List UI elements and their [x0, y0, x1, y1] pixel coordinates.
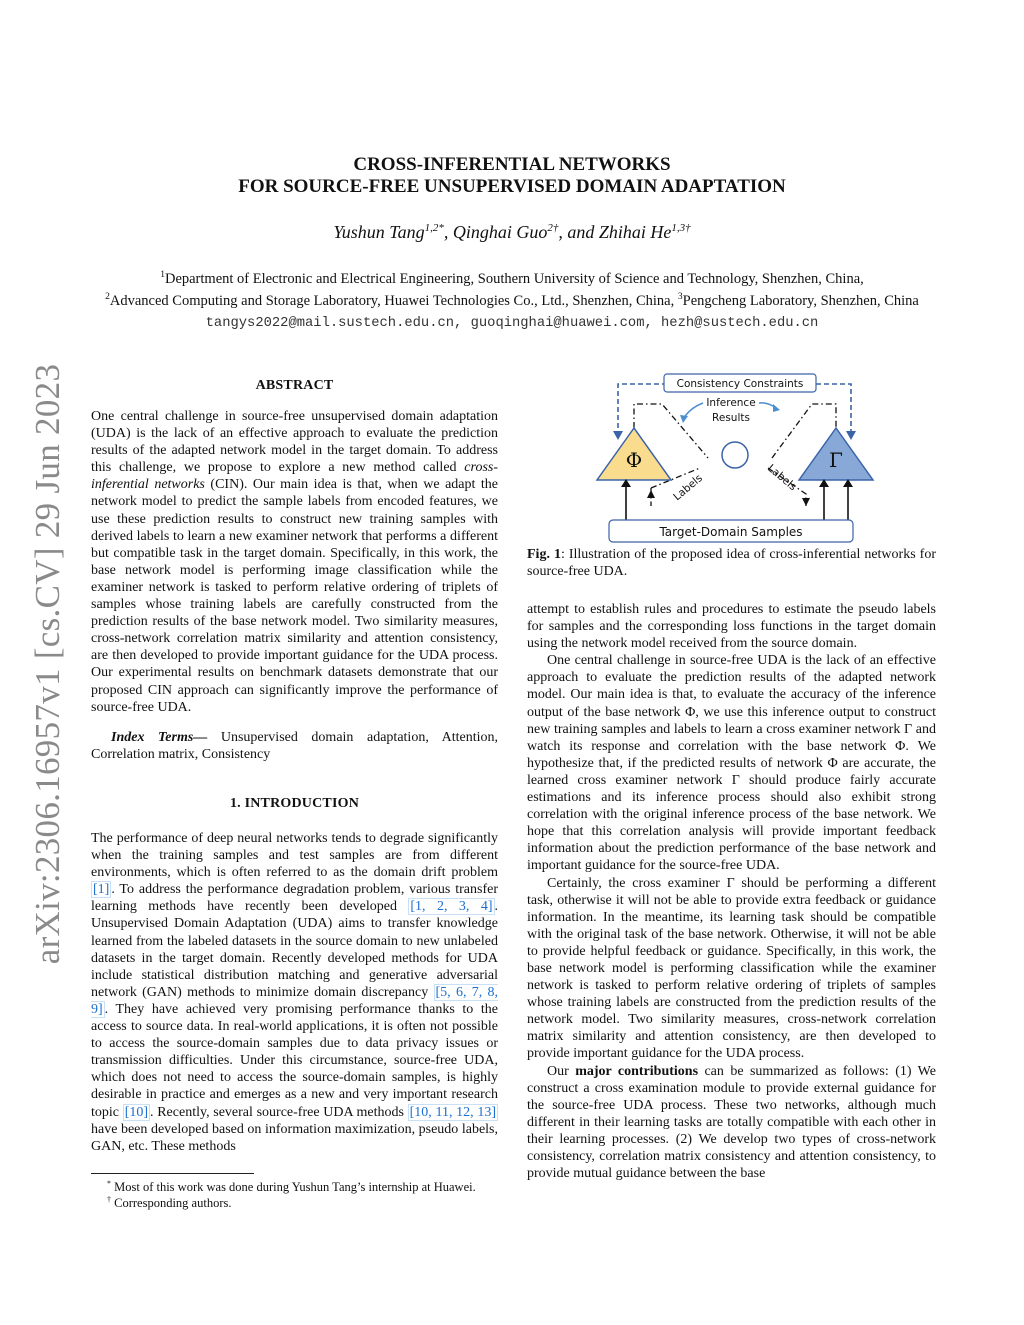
arxiv-stamp: arXiv:2306.16957v1 [cs.CV] 29 Jun 2023	[28, 363, 67, 965]
aff-text: Pengcheng Laboratory, Shenzhen, China	[682, 292, 919, 309]
footnote-1	[91, 1179, 498, 1195]
caption-label: Fig. 1	[527, 547, 561, 562]
paragraph-text: can be summarized as follows: (1) We construct a cross examination module to provide external guidance for the source-free UDA process. These two networks, although much different in their learning tasks are totally compatible with each other in their learning processes. (2) We develop two types of cross-network consistency, correlation matrix consistency and attention consistency, to provide mutual guidance between the base	[527, 1063, 936, 1182]
abstract-text: One central challenge in source-free unsupervised domain adaptation (UDA) is the lack of an effective approach to evaluate the prediction results of the adapted network model in the target domain. To address this challenge, we propose to explore a new method called	[91, 409, 498, 476]
arrowhead	[846, 431, 856, 440]
aff-text: Department of Electronic and Electrical Engineering, Southern University of Science and Technology, Shenzhen, China,	[164, 270, 864, 287]
citation-link[interactable]: [1, 2, 3, 4]	[410, 899, 493, 915]
aff-mark: 3	[677, 292, 683, 302]
right-column-body	[527, 601, 936, 1182]
title-line-1: CROSS-INFERENTIAL NETWORKS	[353, 154, 671, 175]
paragraph-bold: major contributions	[575, 1063, 699, 1079]
abstract-emphasis: cross-inferential networks	[91, 460, 498, 493]
target-samples-label: Target-Domain Samples	[659, 525, 803, 539]
author-name: Qinghai Guo	[452, 222, 548, 242]
intro-text: The performance of deep neural networks tends to degrade significantly when the training samples and test samples are from different environments, which is often referred to as the domain drift problem	[91, 831, 498, 881]
author-emails: tangys2022@mail.sustech.edu.cn, guoqinghai@huawei.com, hezh@sustech.edu.cn	[205, 316, 819, 331]
footnote-2	[91, 1195, 498, 1211]
aff-mark: 1	[160, 270, 165, 280]
citation-link[interactable]: [1]	[93, 882, 110, 898]
abstract-text: (CIN). Our main idea is that, when we adapt the network model to predict the sample labels from encoded features, we use these prediction results to construct new training samples with derived labels to learn a new examiner network that performs a different but compatible task in the target domain. Specifically, in this work, the base network model is performing image classification while the examiner network is tasked to perform relative ordering of triplets of samples whose training labels are carefully constructed from the prediction results of the base network model. Two similarity measures, cross-network correlation matrix similarity and attention consistency, are then developed to provide important guidance for the UDA process. Our experimental results on benchmark datasets demonstrate that our proposed CIN approach can significantly improve the performance of source-free UDA.	[91, 477, 499, 715]
intro-text: . To address the performance degradation problem, various transfer learning methods have recently been developed	[91, 882, 498, 915]
paragraph: One central challenge in source-free UDA is the lack of an effective approach to evaluate the prediction results of the adapted network model. Our main idea is that, to evaluate the accuracy of the inference output of the base network Φ, we use this inference output to construct new training samples and labels to learn a cross examiner network Γ and watch its response and correlation with the base network Φ. We hypothesize that, if the predicted results of network Φ are accurate, the learned cross examiner network Γ should produce fairly accurate estimations and its inference process should also exhibit strong correlation with the original inference process of the base network. We hope that this correlation analysis will provide important feedback information about the prediction performance of the base network and important guidance for the source-free UDA.	[527, 653, 936, 874]
intro-text: have been developed based on information maximization, pseudo labels, GAN, etc. These methods	[91, 1121, 498, 1154]
pointer-arrow	[684, 403, 703, 418]
intro-text: . They have achieved very promising performance thanks to the access to source data. In real-world applications, it is often not possible to access the source-domain samples due to data privacy issues or transmission difficulties. Under this circumstance, source-free UDA, which does not need to access the source-domain samples, is highly desirable in practice and emerges as a new and very important research topic	[91, 1001, 498, 1120]
figure-caption	[527, 546, 936, 580]
footnote-mark: †	[107, 1195, 111, 1204]
affiliation-2	[0, 292, 1024, 310]
author-name: Zhihai He	[598, 222, 672, 242]
title-line-2: FOR SOURCE-FREE UNSUPERVISED DOMAIN ADAPTATION	[238, 176, 786, 197]
aff-text: Advanced Computing and Storage Laboratory, Huawei Technologies Co., Ltd., Shenzhen, China,	[109, 292, 675, 309]
labels-text-right: Labels	[765, 462, 799, 494]
constraint-dash-right	[816, 384, 851, 436]
footnote-text: Most of this work was done during Yushun Tang’s internship at Huawei.	[114, 1180, 476, 1195]
gamma-symbol: Γ	[829, 448, 843, 472]
index-terms-text: Unsupervised domain adaptation, Attention, Correlation matrix, Consistency	[91, 729, 499, 762]
paragraph-text: Our	[547, 1063, 569, 1079]
paper-title	[0, 154, 1024, 198]
inference-label-line2: Results	[712, 412, 750, 424]
inference-label-line1: Inference	[706, 397, 756, 409]
arrowhead	[613, 431, 623, 440]
author-name: Yushun Tang	[333, 222, 425, 242]
constraints-label: Consistency Constraints	[676, 378, 804, 390]
footnote-rule	[91, 1173, 254, 1174]
author-list: Yushun Tang$^{1,2*}$, Qinghai Guo$^{2\dagger}$, and Zhihai $He^{1,3\dagger}$	[333, 222, 691, 242]
abstract-heading: ABSTRACT	[255, 378, 334, 393]
author-mark: 1,3†	[671, 222, 691, 234]
citation-link[interactable]: [5, 6, 7, 8, 9]	[91, 984, 498, 1017]
arrowhead	[680, 415, 688, 423]
index-terms	[91, 729, 498, 763]
fusion-node	[722, 442, 748, 468]
intro-text: . Recently, several source-free UDA methods	[150, 1104, 404, 1120]
author-mark: 2†	[547, 222, 559, 234]
paragraph: attempt to establish rules and procedures to estimate the pseudo labels for samples and the corresponding loss functions in the target domain using the network model received from the source domain.	[527, 602, 936, 652]
footnote-text: Corresponding authors.	[114, 1196, 232, 1211]
intro-text: . Unsupervised Domain Adaptation (UDA) aims to transfer knowledge learned from the labeled datasets in the source domain to new unlabeled datasets in the target domain. Recently developed methods for UDA include statistical distribution matching and generative adversarial network (GAN) methods to minimize domain discrepancy	[91, 899, 499, 1000]
figure-1	[590, 370, 880, 550]
abstract-body	[91, 408, 498, 763]
arrowhead	[773, 404, 780, 412]
labels-text-left: Labels	[671, 472, 705, 504]
author-mark: 1,2*	[424, 222, 444, 234]
paragraph	[527, 1063, 936, 1183]
intro-body	[91, 830, 498, 1155]
aff-mark: 2	[105, 292, 110, 302]
footnote-mark: *	[107, 1179, 111, 1188]
phi-symbol: Φ	[625, 448, 643, 472]
affiliation-1	[0, 270, 1024, 288]
arrowhead	[802, 498, 810, 506]
citation-link[interactable]: [10, 11, 12, 13]	[409, 1104, 497, 1120]
arrowhead	[647, 490, 655, 498]
caption-text: : Illustration of the proposed idea of cross-inferential networks for source-free UDA.	[527, 547, 936, 579]
paragraph: Certainly, the cross examiner Γ should be performing a different task, otherwise it will not be able to provide extra feedback or guidance information. In the meantime, its learning task should be compatible with the original task of the base network. Otherwise, it will not be able to provide helpful feedback or guidance. Specifically, in this work, the base network model is performing classification while the examiner network is tasked to perform relative ordering of triplets of samples whose training labels are constructed from the prediction results of the network model. Two similarity measures, cross-network correlation matrix similarity and attention consistency, are then developed to provide important guidance for the UDA process.	[527, 875, 936, 1062]
citation-link[interactable]: [10]	[124, 1104, 149, 1120]
constraint-dash-left	[618, 384, 664, 436]
index-terms-label: Index Terms—	[111, 729, 208, 745]
intro-heading: 1. INTRODUCTION	[229, 796, 359, 811]
